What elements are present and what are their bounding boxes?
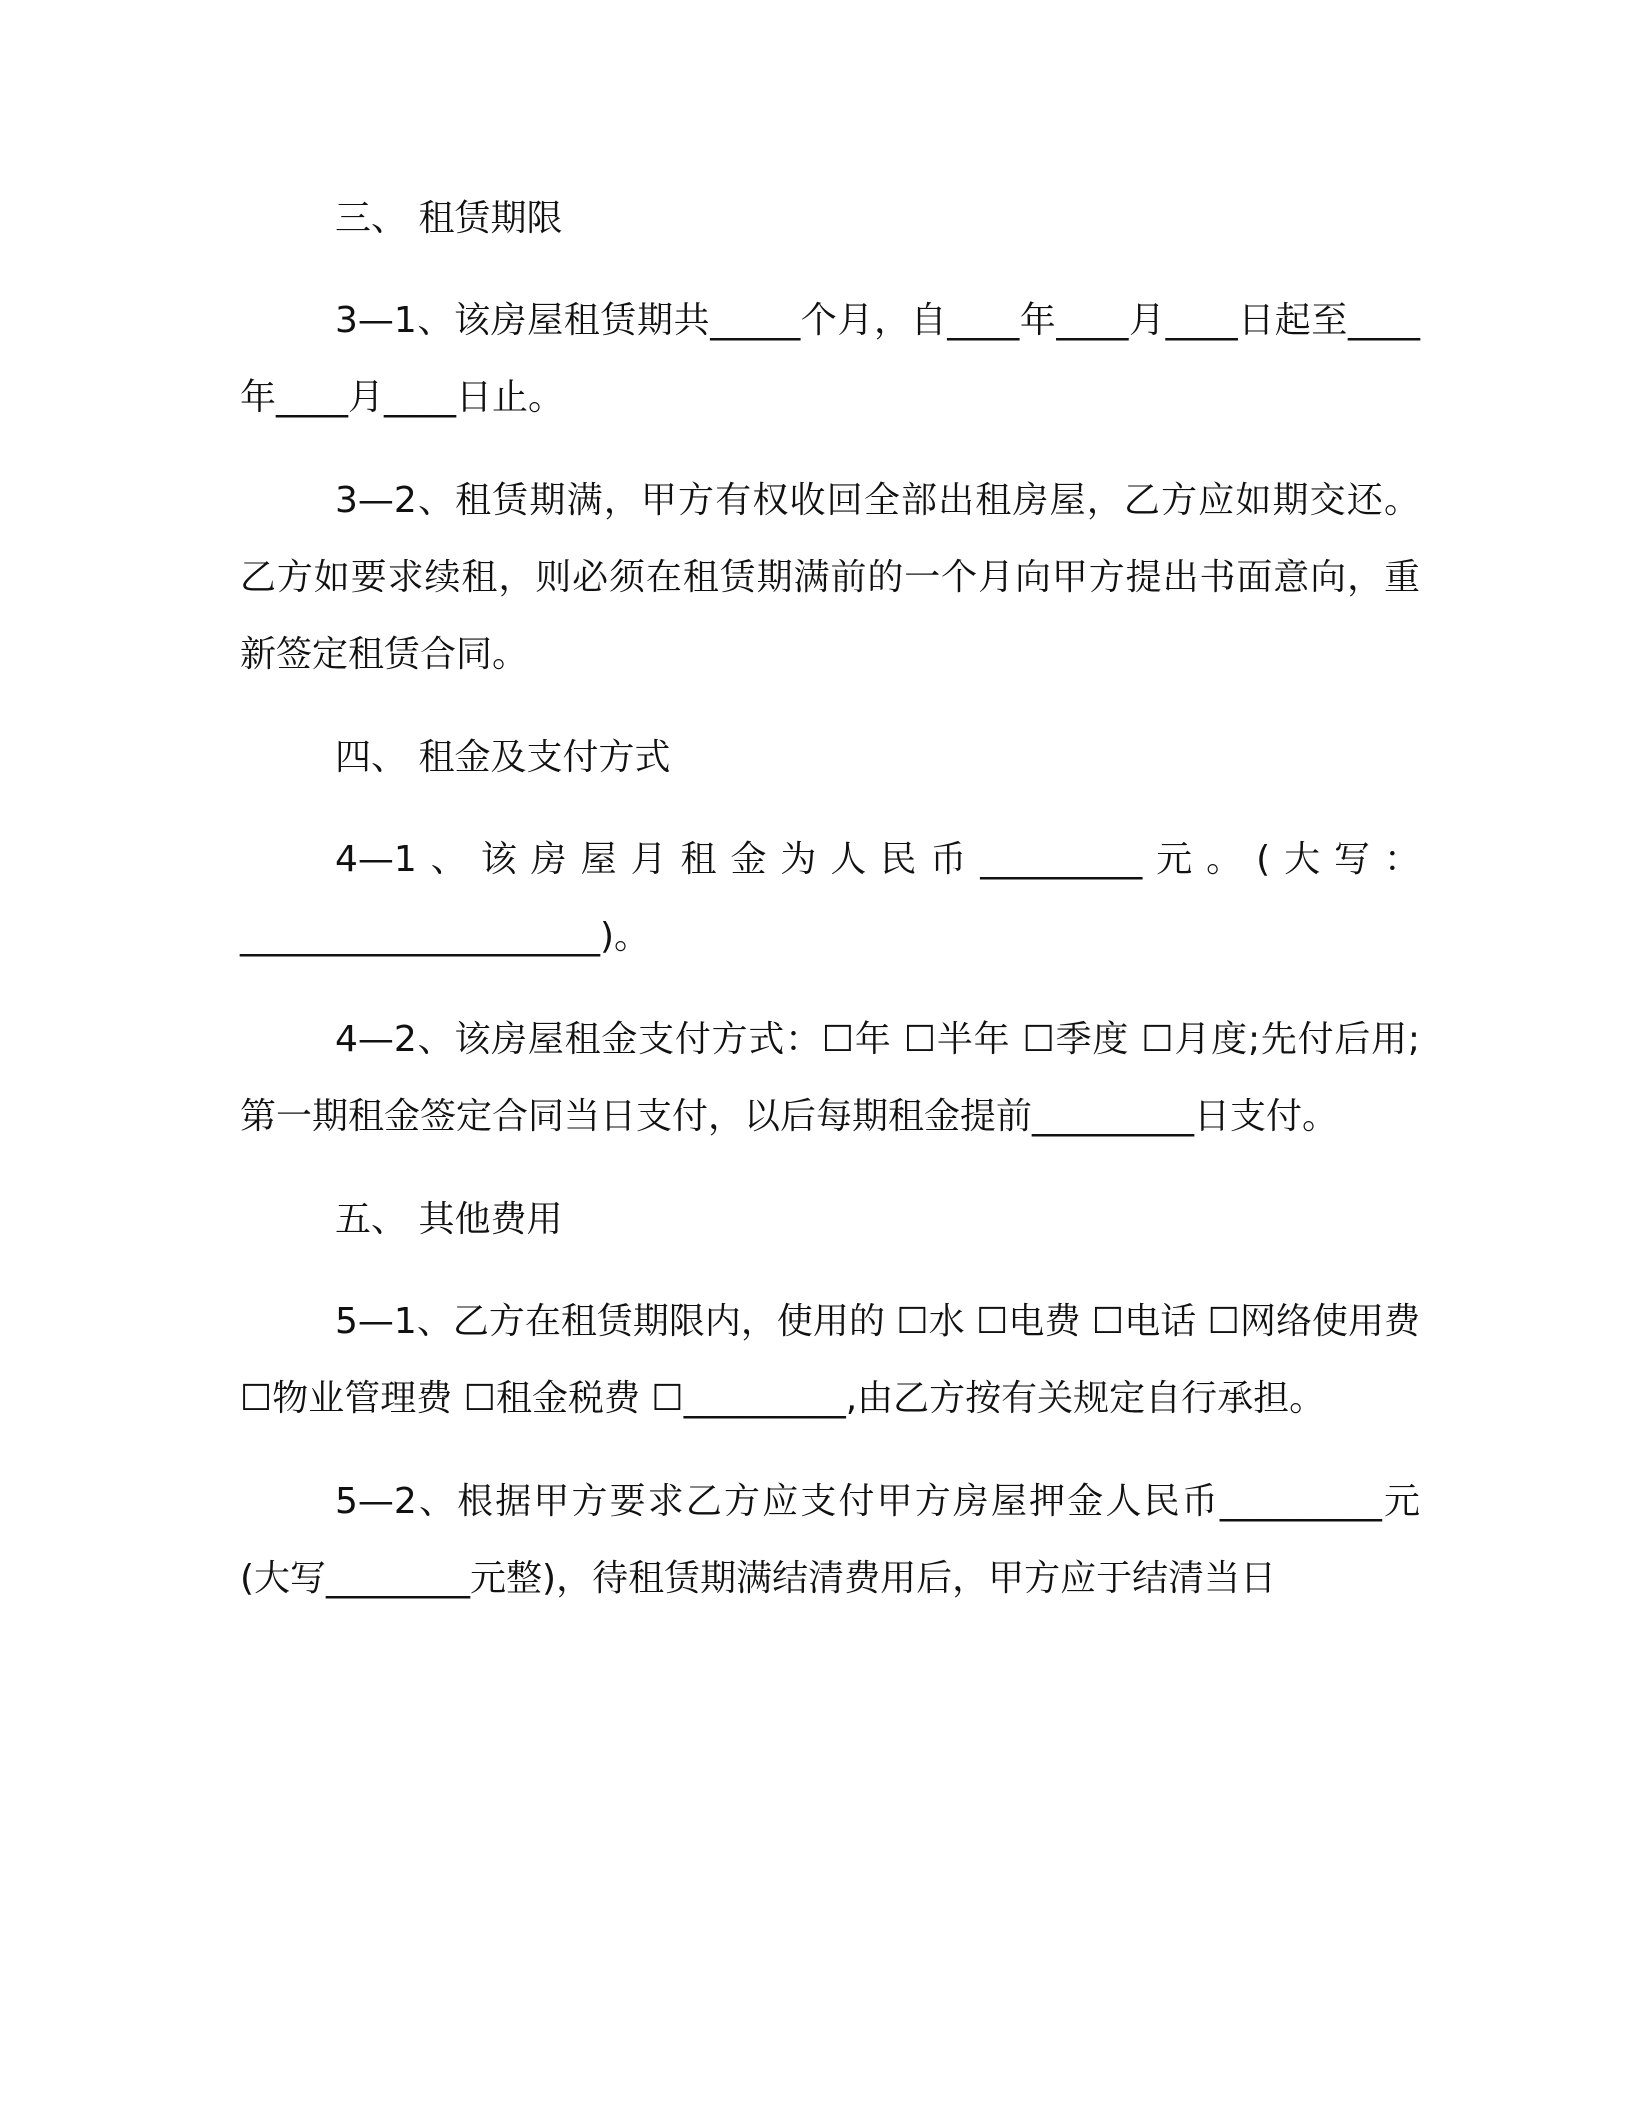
section-5-heading: 五、 其他费用 [335, 1199, 563, 1240]
clause-3-2: 3—2、租赁期满，甲方有权收回全部出租房屋，乙方应如期交还。乙方如要求续租，则必须在租赁期满前的一个月向甲方提出书面意向，重新签定租赁合同。 [240, 480, 1420, 675]
document-body [240, 180, 1420, 1617]
clause-5-1: 5—1、乙方在租赁期限内，使用的 ☐水 ☐电费 ☐电话 ☐网络使用费 ☐物业管理费 ☐租金税费 ☐_________,由乙方按有关规定自行承担。 [240, 1301, 1420, 1419]
clause-5-2: 5—2、根据甲方要求乙方应支付甲方房屋押金人民币_________元(大写________元整)，待租赁期满结清费用后，甲方应于结清当日 [240, 1481, 1420, 1599]
section-3-heading: 三、 租赁期限 [335, 198, 563, 239]
clause-4-1: 4—1、该房屋月租金为人民币_________元。(大写：____________________)。 [240, 839, 1420, 957]
clause-3-1: 3—1、该房屋租赁期共_____个月，自____年____月____日起至____年____月____日止。 [240, 300, 1420, 418]
clause-4-2: 4—2、该房屋租金支付方式：☐年 ☐半年 ☐季度 ☐月度;先付后用;第一期租金签定合同当日支付，以后每期租金提前_________日支付。 [240, 1019, 1420, 1137]
section-4-heading: 四、 租金及支付方式 [335, 737, 671, 778]
